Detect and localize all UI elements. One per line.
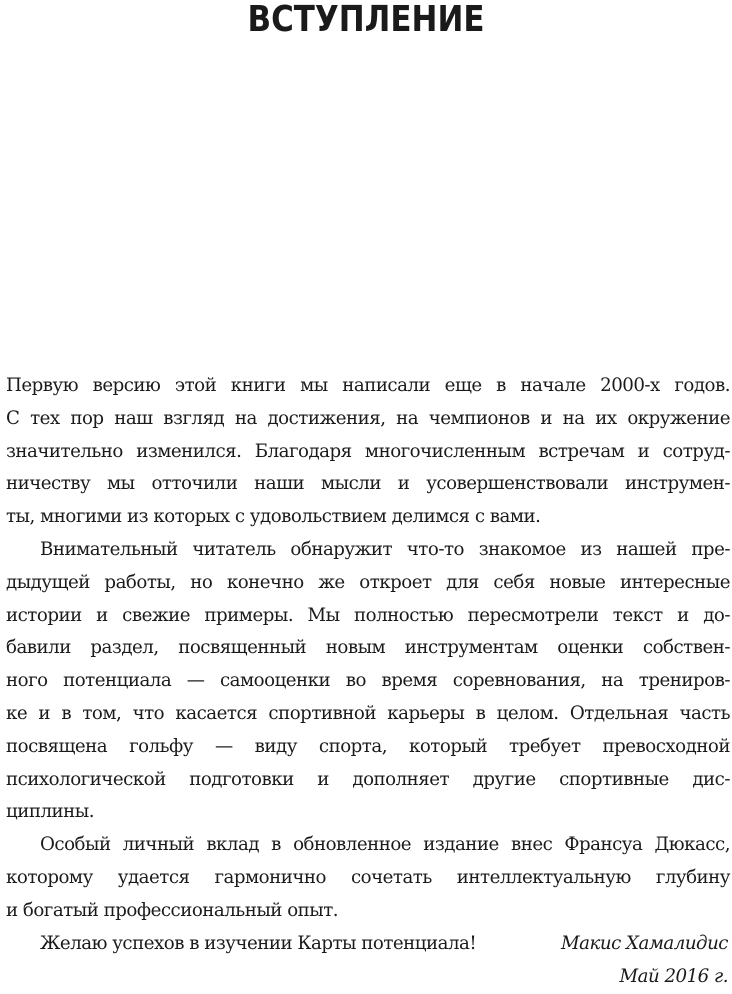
body-text (6, 370, 730, 960)
paragraph-1-line-4: ничеству мы отточили наши мысли и усовершенствовали инструмен- (6, 473, 730, 495)
paragraph-2-line-7: посвящена гольфу — виду спорта, который требует превосходной (6, 735, 730, 757)
paragraph-3-line-2: которому удается гармонично сочетать интеллектуальную глубину (6, 866, 730, 888)
paragraph-2-line-2: дыдущей работы, но конечно же откроет для себя новые интересные (6, 571, 730, 593)
signature-date: Май 2016 г. (619, 966, 728, 987)
paragraph-2-line-9: циплины. (6, 801, 94, 823)
paragraph-1-line-1: Первую версию этой книги мы написали еще в начале 2000-х годов. (6, 375, 730, 396)
paragraph-1-line-5: ты, многими из которых с удовольствием делимся с вами. (6, 506, 541, 528)
paragraph-1-line-3: значительно изменился. Благодаря многочисленным встречам и сотруд- (6, 440, 730, 462)
paragraph-2-line-5: ного потенциала — самооценки во время соревнования, на трениров- (6, 670, 730, 692)
paragraph-2-line-3: истории и свежие примеры. Мы полностью пересмотрели текст и до- (6, 604, 730, 626)
paragraph-3-line-3: и богатый профессиональный опыт. (6, 899, 339, 921)
chapter-title: ВСТУПЛЕНИЕ (247, 0, 485, 40)
signature-author: Макис Хамалидис (561, 933, 728, 954)
paragraph-2-line-6: ке и в том, что касается спортивной карьеры в целом. Отдельная часть (6, 702, 730, 724)
paragraph-2-line-8: психологической подготовки и дополняет другие спортивные дис- (6, 768, 730, 790)
paragraph-3-line-1: Особый личный вклад в обновленное издание внес Франсуа Дюкасс, (40, 834, 730, 856)
paragraph-2-line-1: Внимательный читатель обнаружит что-то знакомое из нашей пре- (40, 538, 730, 560)
paragraph-2-line-4: бавили раздел, посвященный новым инструментам оценки собствен- (6, 637, 730, 659)
paragraph-4-line-1: Желаю успехов в изучении Карты потенциала! (40, 932, 477, 954)
paragraph-1-line-2: С тех пор наш взгляд на достижения, на чемпионов и на их окружение (6, 407, 730, 429)
